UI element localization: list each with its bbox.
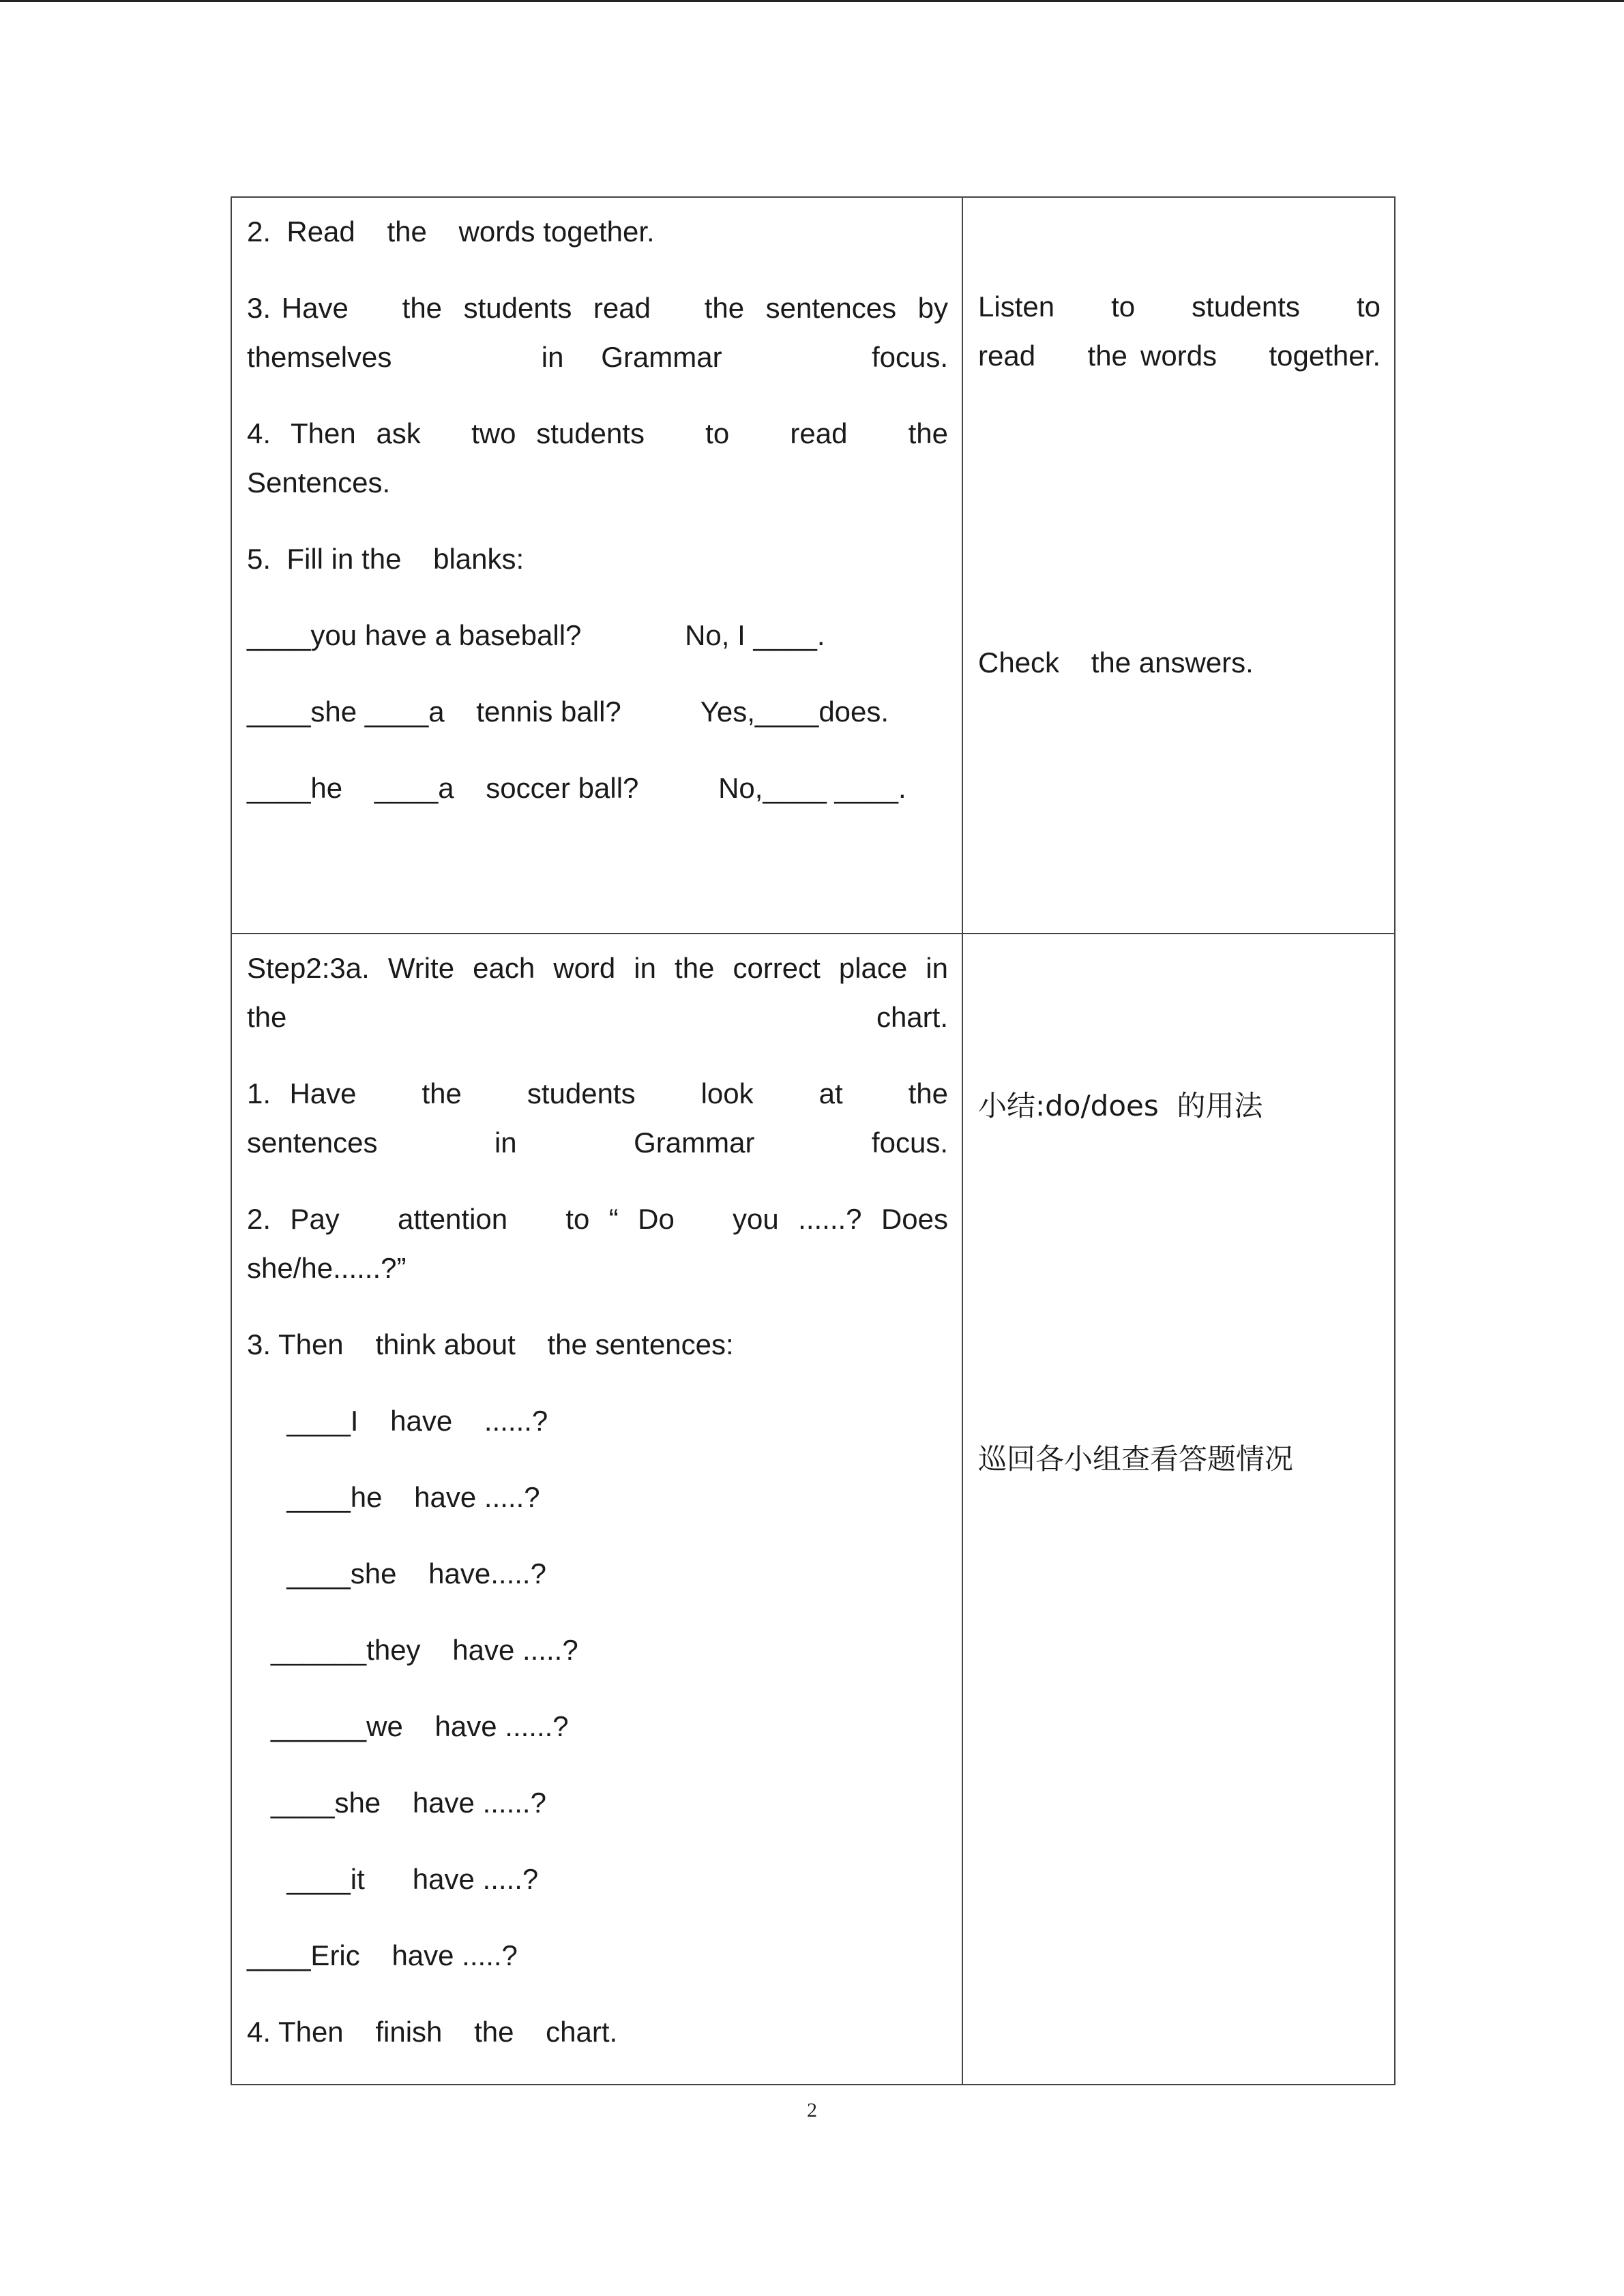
teacher-activity-cell (231, 934, 962, 2085)
blank-exercise-line: ____she have ......? (247, 1787, 546, 1819)
summary-note: 小结:do/does 的用法 (978, 1089, 1263, 1122)
step-line: 2. Read the words together. (247, 215, 655, 248)
student-activity-cell (962, 197, 1395, 934)
step-line: 4. Then finish the chart. (247, 2016, 618, 2048)
step-line: 1. Have the students look at the sentences in Grammar focus. (247, 1077, 956, 1159)
student-activity-text: Check the answers. (978, 646, 1254, 679)
student-activity-cell (962, 934, 1395, 2085)
table-row (231, 197, 1395, 934)
blank-exercise-line: ____he have .....? (247, 1481, 540, 1513)
step-line: 5. Fill in the blanks: (247, 543, 525, 575)
blank-exercise-line: ______they have .....? (247, 1634, 578, 1666)
step-line: 3. Have the students read the sentences by themselves in Grammar focus. (247, 292, 956, 373)
blank-exercise-line: ____Eric have .....? (247, 1939, 518, 1971)
page-number: 2 (807, 2099, 817, 2121)
step-line: Step2:3a. Write each word in the correct place in the chart. (247, 952, 956, 1033)
blank-exercise-line: ____he ____a soccer ball? No,____ ____. (247, 772, 906, 804)
step-line: 2. Pay attention to “ Do you ......? Does she/he......?” (247, 1203, 956, 1284)
top-border-line (0, 0, 1624, 2)
blank-exercise-line: ____you have a baseball? No, I ____. (247, 619, 825, 651)
blank-exercise-line: ____I have ......? (247, 1405, 548, 1437)
blank-exercise-line: ____it have .....? (247, 1863, 539, 1895)
table-row (231, 934, 1395, 2085)
student-activity-text: Listen to students to read the words together. (978, 290, 1389, 372)
blank-exercise-line: ____she have.....? (247, 1557, 546, 1590)
blank-exercise-line: ______we have ......? (247, 1710, 569, 1742)
patrol-note: 巡回各小组查看答题情况 (978, 1442, 1294, 1476)
blank-exercise-line: ____she ____a tennis ball? Yes,____does. (247, 696, 889, 728)
step-line: 4. Then ask two students to read the Sentences. (247, 417, 956, 498)
step-line: 3. Then think about the sentences: (247, 1328, 734, 1360)
teacher-activity-cell (231, 197, 962, 934)
lesson-plan-table (231, 196, 1396, 2085)
